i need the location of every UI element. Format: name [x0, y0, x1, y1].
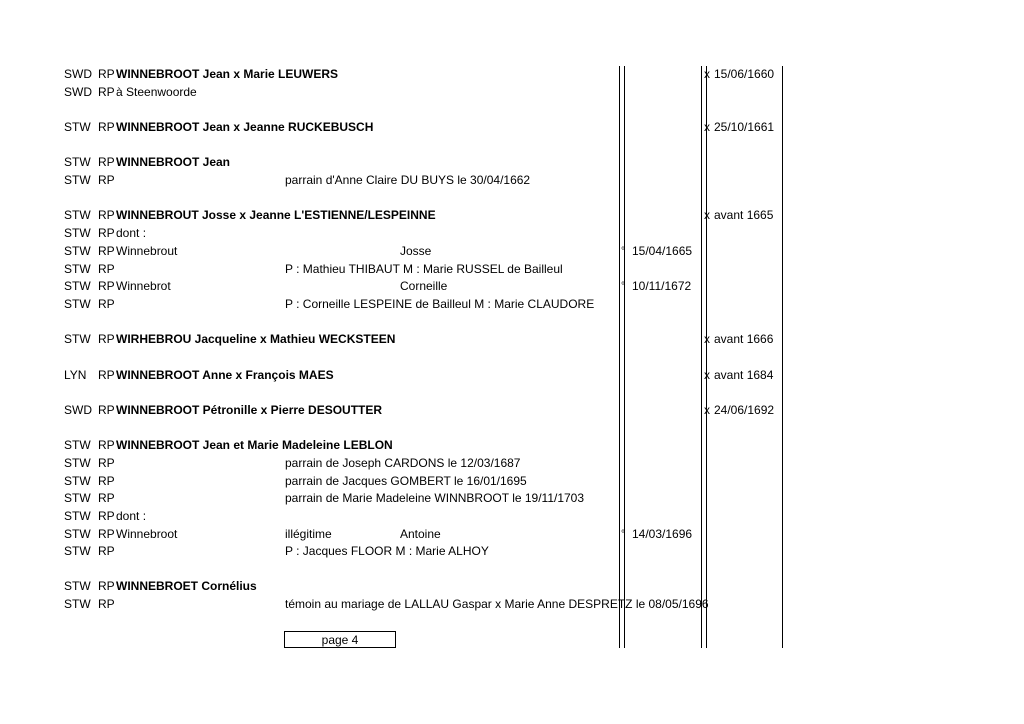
location-code: SWD — [64, 67, 92, 81]
location-code: STW — [64, 579, 91, 593]
location-code: STW — [64, 226, 91, 240]
register-code: RP — [98, 579, 115, 593]
entry-name: Winnebroot — [116, 527, 178, 541]
location-code: SWD — [64, 403, 92, 417]
entry-name: Winnebrout — [116, 244, 178, 258]
birth-date: 15/04/1665 — [632, 244, 693, 258]
marriage-date: 25/10/1661 — [714, 120, 775, 134]
register-code: RP — [98, 509, 115, 523]
given-name: Corneille — [400, 279, 448, 293]
register-code: RP — [98, 527, 115, 541]
entry-detail: parrain de Marie Madeleine WINNBROOT le 19/11/1703 — [285, 491, 585, 505]
marriage-mark: x — [704, 403, 710, 417]
entry-name: WINNEBROET Cornélius — [116, 579, 257, 593]
column-divider-2a — [701, 66, 702, 648]
entry-name: WINNEBROUT Josse x Jeanne L'ESTIENNE/LESPEINNE — [116, 208, 436, 222]
entry-name: WINNEBROOT Jean et Marie Madeleine LEBLON — [116, 438, 393, 452]
marriage-date: avant 1666 — [714, 332, 774, 346]
entry-name: WINNEBROOT Jean — [116, 155, 231, 169]
register-code: RP — [98, 403, 115, 417]
entry-detail: témoin au mariage de LALLAU Gaspar x Marie Anne DESPRETZ le 08/05/1696 — [285, 597, 709, 611]
page-number: page 4 — [321, 633, 359, 647]
register-code: RP — [98, 173, 115, 187]
location-code: STW — [64, 456, 91, 470]
entry-detail: parrain de Joseph CARDONS le 12/03/1687 — [285, 456, 521, 470]
location-code: STW — [64, 527, 91, 541]
entry-detail: parrain d'Anne Claire DU BUYS le 30/04/1662 — [285, 173, 531, 187]
location-code: STW — [64, 297, 91, 311]
location-code: STW — [64, 155, 91, 169]
location-code: STW — [64, 120, 91, 134]
register-code: RP — [98, 597, 115, 611]
given-name: Antoine — [400, 527, 441, 541]
marriage-mark: x — [704, 67, 710, 81]
register-code: RP — [98, 332, 115, 346]
location-code: STW — [64, 544, 91, 558]
register-code: RP — [98, 244, 115, 258]
birth-mark: ° — [621, 529, 625, 540]
marriage-mark: x — [704, 208, 710, 222]
marriage-date: 15/06/1660 — [714, 67, 775, 81]
register-code: RP — [98, 456, 115, 470]
entry-name: dont : — [116, 226, 147, 240]
birth-date: 10/11/1672 — [632, 279, 692, 293]
location-code: STW — [64, 279, 91, 293]
register-code: RP — [98, 262, 115, 276]
register-code: RP — [98, 226, 115, 240]
register-code: RP — [98, 474, 115, 488]
birth-mark: ° — [621, 246, 625, 257]
column-divider-1b — [624, 66, 625, 648]
entry-detail: illégitime — [285, 527, 332, 541]
location-code: STW — [64, 491, 91, 505]
register-code: RP — [98, 438, 115, 452]
entry-name: WINNEBROOT Jean x Jeanne RUCKEBUSCH — [116, 120, 374, 134]
location-code: STW — [64, 244, 91, 258]
entry-name: WINNEBROOT Anne x François MAES — [116, 368, 334, 382]
register-code: RP — [98, 120, 115, 134]
birth-mark: ° — [621, 281, 625, 292]
page-number-box — [284, 631, 396, 648]
register-code: RP — [98, 155, 115, 169]
register-code: RP — [98, 279, 115, 293]
register-code: RP — [98, 208, 115, 222]
register-code: RP — [98, 85, 115, 99]
register-code: RP — [98, 544, 115, 558]
location-code: LYN — [64, 368, 87, 382]
entry-name: WINNEBROOT Jean x Marie LEUWERS — [116, 67, 339, 81]
column-divider-2b — [706, 66, 707, 648]
marriage-date: avant 1684 — [714, 368, 774, 382]
entry-detail: P : Mathieu THIBAUT M : Marie RUSSEL de Bailleul — [285, 262, 563, 276]
given-name: Josse — [400, 244, 432, 258]
marriage-mark: x — [704, 120, 710, 134]
register-code: RP — [98, 368, 115, 382]
location-code: STW — [64, 262, 91, 276]
entry-name: WINNEBROOT Pétronille x Pierre DESOUTTER — [116, 403, 383, 417]
entry-name: Winnebrot — [116, 279, 171, 293]
location-code: STW — [64, 474, 91, 488]
entry-name: dont : — [116, 509, 147, 523]
register-code: RP — [98, 297, 115, 311]
location-code: SWD — [64, 85, 92, 99]
location-code: STW — [64, 509, 91, 523]
location-code: STW — [64, 597, 91, 611]
location-code: STW — [64, 173, 91, 187]
entry-name: à Steenwoorde — [116, 85, 197, 99]
entry-detail: P : Jacques FLOOR M : Marie ALHOY — [285, 544, 489, 558]
location-code: STW — [64, 208, 91, 222]
marriage-date: avant 1665 — [714, 208, 774, 222]
register-code: RP — [98, 67, 115, 81]
entry-detail: parrain de Jacques GOMBERT le 16/01/1695 — [285, 474, 527, 488]
location-code: STW — [64, 438, 91, 452]
birth-date: 14/03/1696 — [632, 527, 693, 541]
register-code: RP — [98, 491, 115, 505]
location-code: STW — [64, 332, 91, 346]
marriage-mark: x — [704, 332, 710, 346]
column-divider-1a — [619, 66, 620, 648]
marriage-mark: x — [704, 368, 710, 382]
column-divider-3 — [782, 66, 783, 648]
marriage-date: 24/06/1692 — [714, 403, 775, 417]
entry-name: WIRHEBROU Jacqueline x Mathieu WECKSTEEN — [116, 332, 396, 346]
entry-detail: P : Corneille LESPEINE de Bailleul M : Marie CLAUDORE — [285, 297, 595, 311]
